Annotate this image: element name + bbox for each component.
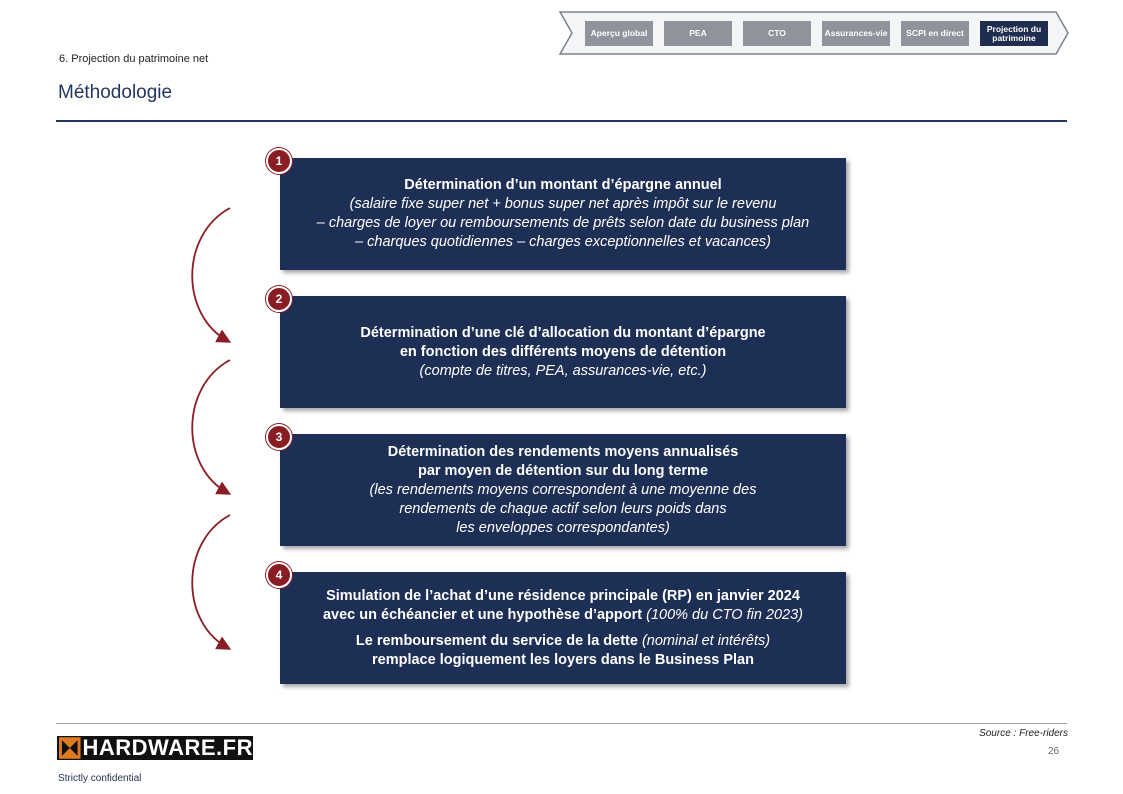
nav-tab-apercu-global[interactable]: Aperçu global bbox=[585, 21, 653, 46]
step2-detail: (compte de titres, PEA, assurances-vie, etc.) bbox=[419, 362, 707, 379]
nav-tab-cto[interactable]: CTO bbox=[743, 21, 811, 46]
nav-tab-assurances-vie[interactable]: Assurances-vie bbox=[822, 21, 890, 46]
step3-detail-3: les enveloppes correspondantes) bbox=[456, 519, 670, 536]
step4-line-3 bbox=[356, 632, 770, 651]
arrow-step1-to-step2 bbox=[192, 208, 230, 341]
step-number-badge-4: 4 bbox=[266, 562, 292, 588]
step-number-badge-3: 3 bbox=[266, 424, 292, 450]
arrow-step3-to-step4 bbox=[192, 515, 230, 648]
step-card-2 bbox=[280, 296, 846, 408]
page-title: Méthodologie bbox=[58, 82, 173, 103]
step3-title-1: Détermination des rendements moyens annualisés bbox=[387, 443, 739, 460]
step3-detail-2: rendements de chaque actif selon leurs poids dans bbox=[399, 500, 727, 517]
step-card-3 bbox=[280, 434, 846, 546]
section-navigation bbox=[558, 10, 1070, 56]
step-card-1 bbox=[280, 158, 846, 270]
nav-tab-pea[interactable]: PEA bbox=[664, 21, 732, 46]
step1-detail-1: (salaire fixe super net + bonus super net après impôt sur le revenu bbox=[349, 196, 777, 212]
step1-detail-3: – charques quotidiennes – charges exceptionnelles et vacances) bbox=[355, 234, 771, 250]
step1-title: Détermination d’un montant d’épargne annuel bbox=[404, 177, 722, 193]
logo-mark-icon bbox=[59, 737, 81, 759]
nav-tab-projection-du-patrimoine[interactable]: Projection du patrimoine bbox=[980, 21, 1048, 46]
step4-line-3-bold: Le remboursement du service de la dette bbox=[355, 632, 642, 649]
step-card-4 bbox=[280, 572, 846, 684]
process-flow-arrows bbox=[180, 195, 250, 655]
page-number: 26 bbox=[1048, 746, 1060, 757]
step4-line-2-bold: avec un échéancier et une hypothèse d’apport bbox=[322, 606, 647, 623]
title-divider bbox=[56, 120, 1067, 122]
confidentiality-notice: Strictly confidential bbox=[58, 773, 142, 784]
step4-line-2-italic: (100% du CTO fin 2023) bbox=[646, 606, 804, 623]
step1-detail-2: – charges de loyer ou remboursements de prêts selon date du business plan bbox=[316, 215, 810, 231]
step2-title-2: en fonction des différents moyens de détention bbox=[399, 343, 727, 360]
nav-tab-scpi-en-direct[interactable]: SCPI en direct bbox=[901, 21, 969, 46]
step4-line-2 bbox=[323, 606, 803, 625]
step-number-badge-1: 1 bbox=[266, 148, 292, 174]
step2-title-1: Détermination d’une clé d’allocation du montant d’épargne bbox=[360, 324, 766, 341]
footer-divider bbox=[56, 723, 1067, 724]
step3-detail-1: (les rendements moyens correspondent à une moyenne des bbox=[369, 481, 757, 498]
step4-line-3-italic: (nominal et intérêts) bbox=[641, 632, 771, 649]
section-label: 6. Projection du patrimoine net bbox=[59, 53, 209, 65]
step4-title: Simulation de l’achat d’une résidence principale (RP) en janvier 2024 bbox=[326, 587, 800, 604]
hardware-fr-logo bbox=[57, 736, 253, 760]
arrow-step2-to-step3 bbox=[192, 360, 230, 493]
step3-title-2: par moyen de détention sur du long terme bbox=[417, 462, 709, 479]
step4-line-4: remplace logiquement les loyers dans le Business Plan bbox=[372, 651, 754, 668]
logo-text: HARDWARE.FR bbox=[82, 735, 253, 760]
source-note: Source : Free-riders bbox=[979, 728, 1068, 739]
step-number-badge-2: 2 bbox=[266, 286, 292, 312]
